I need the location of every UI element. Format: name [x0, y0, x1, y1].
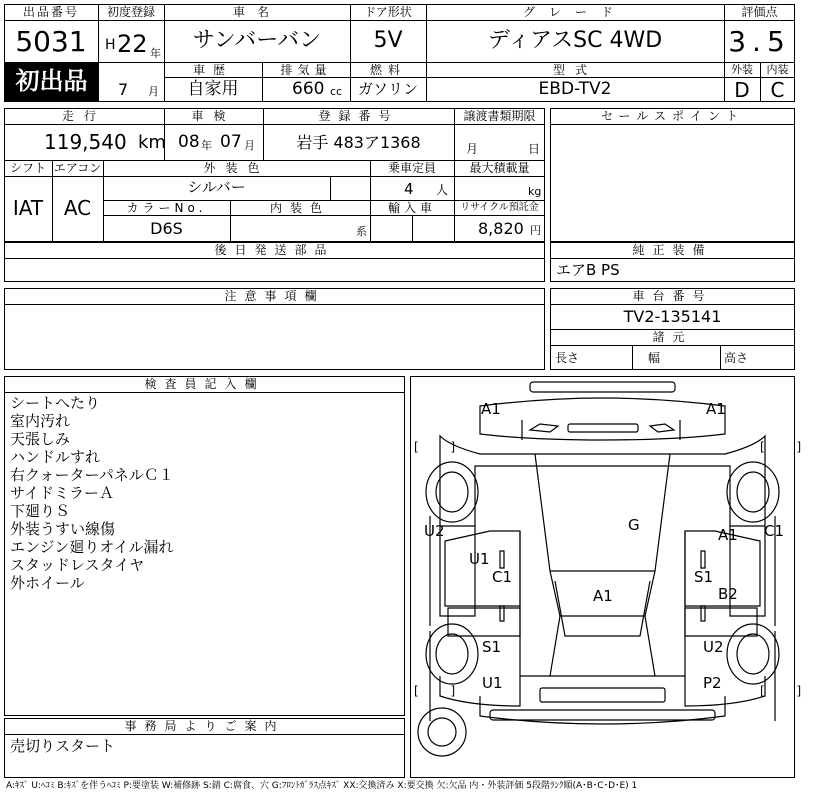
recycle-label: リサイクル預託金 [460, 202, 539, 213]
office-note: 売切りスタート [10, 737, 116, 755]
lot-no-label: 出品番号 [22, 5, 79, 19]
lot-no: 5031 [15, 25, 87, 58]
first-listing-label: 初出品 [15, 67, 88, 95]
bracket-mark: [ ] [760, 684, 815, 698]
remark-item: 右クォーターパネルＣ１ [10, 466, 174, 484]
damage-mark: G [628, 516, 640, 534]
divider [103, 215, 545, 216]
remark-item: スタッドレスタイヤ [10, 556, 145, 574]
remark-item: ハンドルすれ [10, 448, 101, 466]
color-label: 外装色 [203, 161, 270, 175]
inspection-label: 車検 [191, 109, 236, 123]
capacity-label: 乗車定員 [387, 161, 436, 175]
divider [412, 215, 413, 242]
model: EBD-TV2 [538, 79, 612, 99]
damage-mark: A1 [718, 526, 738, 544]
damage-mark: U2 [703, 638, 724, 656]
exterior-label: 外装 [731, 63, 753, 76]
remark-item: 天張しみ [10, 430, 71, 448]
office-label: 事務局よりご案内 [124, 719, 285, 733]
damage-mark: S1 [694, 568, 714, 586]
bracket-mark: [ ] [414, 684, 470, 698]
damage-mark: A1 [593, 587, 613, 605]
fuel-label: 燃料 [369, 63, 406, 77]
car-name: サンバーバン [192, 28, 322, 53]
details-block [4, 108, 545, 242]
load-unit: kg [528, 185, 542, 198]
divider [550, 345, 795, 346]
divider [4, 734, 405, 735]
inspection-month-unit: 月 [244, 139, 255, 152]
capacity-unit: 人 [436, 183, 449, 197]
remark-item: 外ホイール [10, 574, 85, 592]
era: H [105, 37, 116, 53]
first-reg-month: 7 [118, 80, 129, 99]
bracket-mark: [ ] [760, 440, 815, 454]
car-name-label: 車名 [232, 5, 281, 19]
exterior-grade: D [734, 78, 750, 102]
year-unit: 年 [150, 47, 161, 60]
damage-mark: U1 [482, 674, 503, 692]
grade: ディアスSC 4WD [487, 28, 663, 53]
interior-grade: C [770, 78, 785, 102]
sales-point-label: セールスポイント [601, 109, 744, 123]
width-label: 幅 [648, 351, 661, 365]
first-reg-year: 22 [117, 30, 148, 58]
legend: A:ｷｽﾞ U:ﾍｺﾐ B:ｷｽﾞを伴うﾍｺﾐ P:要塗装 W:補修跡 S:錆 C:腐食、穴 G:ﾌﾛﾝﾄｶﾞﾗｽ点ｷｽﾞ XX:交換済み X:要交換 欠:欠品 内・外装評価 5段階ﾗﾝｸ順(A･B･C･D･E) 1 [6, 781, 638, 791]
inspection-month: 07 [220, 132, 242, 152]
color-no: D6S [150, 219, 183, 238]
shift-label: シフト [9, 161, 46, 175]
remark-item: サイドミラーＡ [10, 484, 114, 502]
damage-mark: S1 [482, 638, 502, 656]
interior-color-unit: 系 [356, 225, 367, 238]
remark-item: シートへたり [10, 394, 101, 412]
divider [454, 108, 455, 242]
damage-mark: A1 [706, 400, 726, 418]
displacement-label: 排気量 [280, 63, 332, 77]
genuine-label: 純正装備 [632, 243, 713, 257]
divider [4, 304, 545, 305]
divider [164, 77, 724, 78]
transfer-label: 譲渡書類期限 [463, 109, 536, 123]
recycle-unit: 円 [530, 224, 541, 237]
month-unit: 月 [148, 85, 159, 98]
ac-label: エアコン [53, 161, 102, 175]
chassis-label: 車台番号 [632, 289, 713, 303]
transfer-day: 日 [528, 142, 541, 156]
displacement: 660 [292, 79, 325, 99]
history: 自家用 [187, 79, 239, 99]
recycle-fee: 8,820 [478, 219, 524, 238]
mileage-unit: km [138, 132, 166, 153]
damage-mark: C1 [492, 568, 513, 586]
vehicle-outline [410, 376, 795, 778]
first-reg-label: 初度登録 [106, 5, 155, 19]
chassis-number: TV2-135141 [623, 307, 722, 326]
divider [4, 124, 545, 125]
divider [4, 258, 545, 259]
length-label: 長さ [555, 351, 580, 365]
fuel: ガソリン [357, 80, 418, 98]
displacement-unit: cc [330, 85, 343, 98]
color: シルバー [187, 178, 246, 196]
color-no-label: カラーNo. [126, 201, 207, 215]
divider [550, 258, 795, 259]
plate-number: 岩手 483ア1368 [296, 133, 421, 152]
import-label: 輸入車 [387, 201, 436, 215]
shift: IAT [12, 196, 44, 220]
model-label: 型式 [552, 63, 597, 77]
inspection-year: 08 [178, 132, 200, 152]
history-label: 車歴 [192, 63, 233, 77]
notes-label: 注意事項欄 [224, 289, 325, 303]
divider [550, 124, 795, 125]
divider [98, 4, 99, 102]
divider [330, 176, 331, 200]
capacity: 4 [404, 180, 414, 198]
remark-item: 室内汚れ [10, 412, 71, 430]
door-label: ドア形状 [364, 5, 412, 19]
damage-mark: U1 [469, 550, 490, 568]
remark-item: エンジン廻りオイル漏れ [10, 538, 174, 556]
interior-label: 内装 [766, 63, 789, 76]
height-label: 高さ [724, 351, 749, 365]
parts-label: 後日発送部品 [214, 243, 335, 257]
divider [720, 345, 721, 370]
ac: AC [63, 196, 92, 220]
damage-mark: C1 [764, 522, 785, 540]
inspection-year-unit: 年 [201, 139, 212, 152]
door-type: 5V [373, 28, 403, 53]
divider [4, 20, 795, 21]
damage-mark: U2 [424, 522, 445, 540]
damage-mark: B2 [718, 585, 738, 603]
transfer-month: 月 [466, 142, 479, 156]
divider [632, 345, 633, 370]
divider [4, 392, 405, 393]
inspector-label: 検査員記入欄 [144, 377, 265, 391]
bracket-mark: [ ] [414, 440, 470, 454]
load-label: 最大積載量 [469, 161, 530, 175]
remark-item: 外装うすい線傷 [10, 520, 116, 538]
damage-mark: P2 [703, 674, 722, 692]
score: 3.5 [728, 25, 791, 58]
spec-label: 諸元 [652, 330, 693, 344]
grade-label: グレード [522, 5, 627, 19]
score-label: 評価点 [741, 5, 778, 19]
sales-point-box [550, 108, 795, 242]
remark-item: 下廻りＳ [10, 502, 71, 520]
interior-color-label: 内装色 [269, 201, 330, 215]
damage-mark: A1 [481, 400, 501, 418]
divider [4, 176, 545, 177]
plate-label: 登録番号 [318, 109, 399, 123]
genuine-equipment: エアB PS [556, 261, 620, 279]
mileage-label: 走行 [61, 109, 106, 123]
divider [550, 304, 795, 305]
mileage: 119,540 [44, 130, 127, 154]
